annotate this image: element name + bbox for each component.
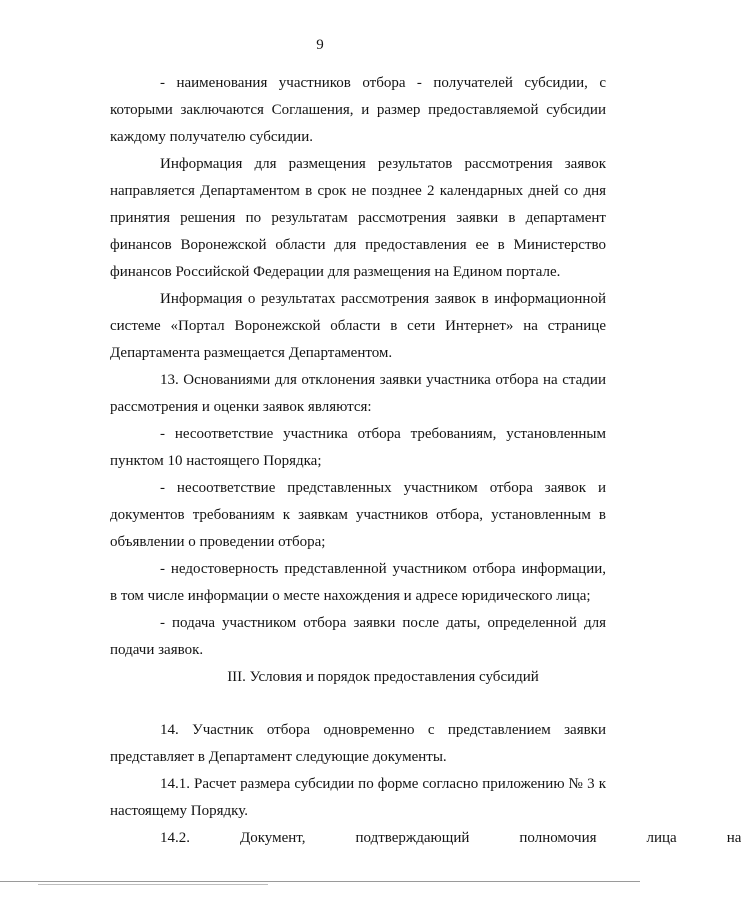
paragraph-unreliable-information: - недостоверность представленной участником отбора информации, в том числе информации о месте нахождения и адресе юридического лица; <box>110 561 606 604</box>
text-word: 14.2. <box>160 830 190 846</box>
text-word: Документ, <box>240 830 306 846</box>
paragraph-required-documents: 14. Участник отбора одновременно с представлением заявки представляет в Департамент следующие документы. <box>110 722 606 765</box>
scan-edge-line <box>0 881 640 882</box>
paragraph-requirement-mismatch: - несоответствие участника отбора требованиям, установленным пунктом 10 настоящего Порядка; <box>110 426 606 469</box>
paragraph-late-submission: - подача участником отбора заявки после даты, определенной для подачи заявок. <box>110 615 606 658</box>
text-word: лица <box>646 830 677 846</box>
section-heading: III. Условия и порядок предоставления субсидий <box>227 669 539 685</box>
section-spacer <box>110 691 606 717</box>
text-word: полномочия <box>519 830 597 846</box>
paragraph-rejection-grounds: 13. Основаниями для отклонения заявки участника отбора на стадии рассмотрения и оценки заявок являются: <box>110 372 606 415</box>
paragraph-documents-mismatch: - несоответствие представленных участником отбора заявок и документов требованиям к заявкам участников отбора, установленным в объявлении о проведении отбора; <box>110 480 606 550</box>
paragraph-recipients-list: - наименования участников отбора - получателей субсидии, с которыми заключаются Соглашения, и размер предоставляемой субсидии каждому получателю субсидии. <box>110 75 606 145</box>
text-word: на <box>726 830 741 846</box>
text-word: подтверждающий <box>355 830 470 846</box>
paragraph-information-placement: Информация для размещения результатов рассмотрения заявок направляется Департаментом в срок не позднее 2 календарных дней со дня принятия решения по результатам рассмотрения заявки в департамент финансов Воронежской области для предоставления ее в Министерство финансов Российской Федерации для размещения на Едином портале. <box>110 156 606 280</box>
paragraph-authority-document <box>110 825 741 852</box>
page-number: 9 <box>316 37 324 53</box>
document-body <box>110 70 741 852</box>
paragraph-subsidy-calculation: 14.1. Расчет размера субсидии по форме согласно приложению № 3 к настоящему Порядку. <box>110 776 606 819</box>
scan-edge-line <box>38 884 268 885</box>
paragraph-portal-information: Информация о результатах рассмотрения заявок в информационной системе «Портал Воронежской области в сети Интернет» на странице Департамента размещается Департаментом. <box>110 291 606 361</box>
